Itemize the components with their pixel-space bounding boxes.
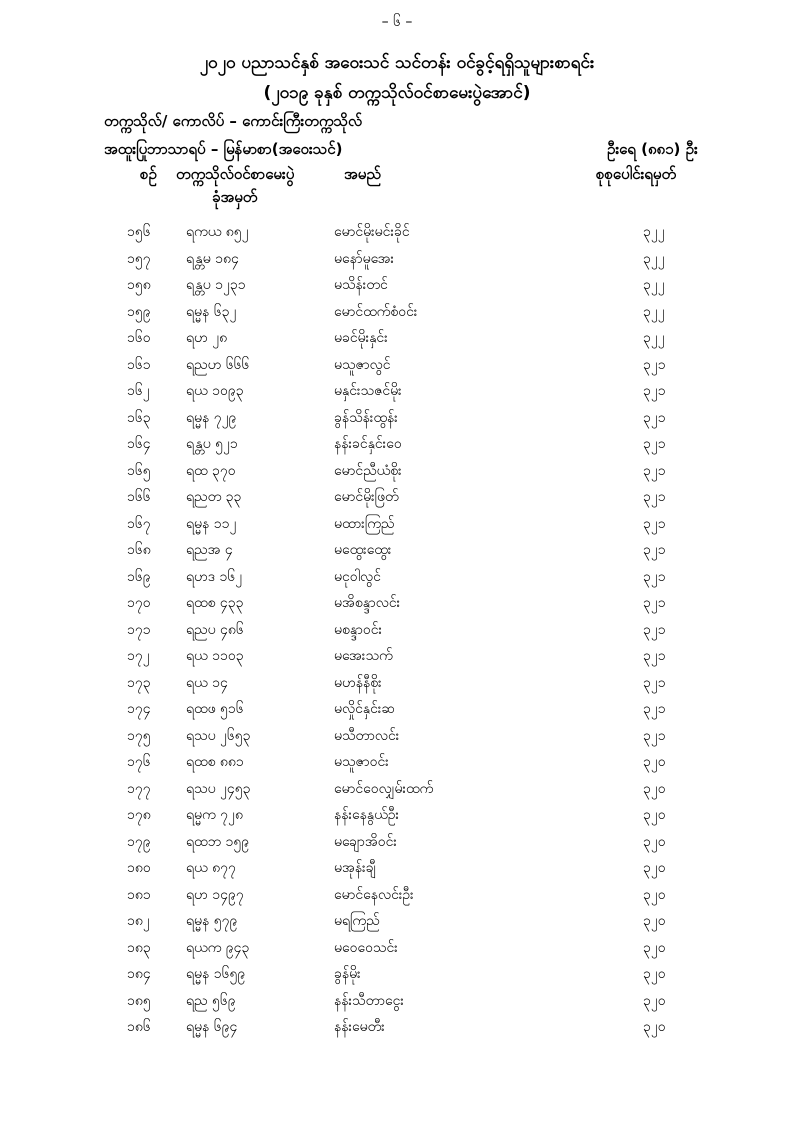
row-number: ၁၆၇ <box>127 515 151 532</box>
total-mark: ၃၂၂ <box>643 277 665 293</box>
table-row <box>0 514 794 538</box>
student-name: မရကြည် <box>334 913 380 929</box>
roll-number: ရထ ၃၇၀ <box>186 462 236 479</box>
row-number: ၁၈၄ <box>127 966 151 982</box>
total-mark: ၃၂၀ <box>643 1019 666 1035</box>
table-row <box>0 858 794 882</box>
table-row <box>0 726 794 750</box>
roll-number: ရထဖ ၅၁၆ <box>186 701 244 717</box>
document-title: ၂၀၂၀ ပညာသင်နှစ် အဝေးသင် သင်တန်း ဝင်ခွင့်ရရှိသူများစာရင်း <box>199 53 595 73</box>
table-row <box>0 673 794 697</box>
major-label: အထူးပြုဘာသာရပ် – မြန်မာစာ(အဝေးသင်) <box>104 140 343 158</box>
student-name: မသူဇာလွင် <box>334 356 391 373</box>
student-name: မသိန်းတင် <box>334 277 388 293</box>
roll-number: ရန္တမ ၁၈၄ <box>186 250 239 267</box>
student-name: မအိစန္ဒာလင်း <box>334 595 401 611</box>
student-name: နန်းခင်နှင်းဝေ <box>334 436 402 452</box>
total-mark: ၃၂၁ <box>643 701 666 717</box>
table-row <box>0 779 794 803</box>
total-mark: ၃၂၀ <box>643 754 666 770</box>
student-name: မအေးသက် <box>334 648 393 664</box>
roll-number: ရသပ ၂၄၅၃ <box>186 780 251 797</box>
roll-number: ရထစ ၄၃၃ <box>186 595 244 611</box>
roll-number: ရယ ၈၇၇ <box>186 860 236 876</box>
column-header-roll-line2: ခုံအမှတ် <box>212 188 258 206</box>
total-mark: ၃၂၂ <box>643 330 665 346</box>
student-name: မသူဇာဝင်း <box>334 754 389 770</box>
student-name: မဟန်နီစိုး <box>334 674 382 691</box>
student-name: မချောအိဝင်း <box>334 833 397 850</box>
student-name: ခွန်သိန်းထွန်း <box>334 409 398 426</box>
roll-number: ရဟ ၁၄၉၇ <box>186 886 244 903</box>
total-mark: ၃၂၁ <box>643 542 666 558</box>
roll-number: ရဟဒ ၁၆၂ <box>186 568 243 585</box>
total-mark: ၃၂၂ <box>643 303 665 320</box>
roll-number: ရဟ ၂၈ <box>186 330 228 346</box>
table-row <box>0 699 794 723</box>
table-row <box>0 805 794 829</box>
roll-number: ရယက ၉၄၃ <box>186 939 250 956</box>
total-count: ဦးရေ (၈၈၁) ဦး <box>607 140 698 158</box>
row-number: ၁၆၆ <box>127 489 151 505</box>
table-row <box>0 646 794 670</box>
roll-number: ရန္တပ ၁၂၃၁ <box>186 277 246 293</box>
student-name: မောင်ထက်စံဝင်း <box>334 303 418 320</box>
roll-number: ရထစ ၈၈၁ <box>186 754 244 770</box>
table-row <box>0 408 794 432</box>
row-number: ၁၇၂ <box>127 648 150 664</box>
student-name: မခင်မိုးနှင်း <box>334 330 388 346</box>
row-number: ၁၇၁ <box>127 621 151 638</box>
table-row <box>0 567 794 591</box>
table-row <box>0 620 794 644</box>
total-mark: ၃၂၁ <box>643 356 666 373</box>
roll-number: ရမ္မန ၆၃၂ <box>186 303 237 320</box>
row-number: ၁၈၀ <box>127 860 151 876</box>
roll-number: ရညပ ၄၈၆ <box>186 621 244 638</box>
total-mark: ၃၂၂ <box>643 250 665 267</box>
row-number: ၁၇၆ <box>127 754 151 770</box>
student-name: မထားကြည် <box>334 515 395 532</box>
table-row <box>0 752 794 776</box>
student-name: ခွန်မိုး <box>334 966 361 982</box>
page-number: – ၆ – <box>381 14 413 30</box>
row-number: ၁၆၄ <box>127 436 151 452</box>
roll-number: ရည ၅၆၉ <box>186 992 236 1009</box>
table-row <box>0 964 794 988</box>
total-mark: ၃၂၂ <box>643 224 665 240</box>
student-name: မောင်မိုးဖြတ် <box>334 489 399 505</box>
row-number: ၁၈၂ <box>127 913 150 929</box>
total-mark: ၃၂၁ <box>643 727 666 744</box>
total-mark: ၃၂၀ <box>643 939 666 956</box>
row-number: ၁၈၅ <box>127 992 151 1009</box>
table-row <box>0 328 794 352</box>
row-number: ၁၅၉ <box>127 303 151 320</box>
student-name: နန်းမေတီး <box>334 1019 385 1035</box>
total-mark: ၃၂၁ <box>643 568 666 585</box>
total-mark: ၃၂၁ <box>643 621 666 638</box>
table-row <box>0 487 794 511</box>
roll-number: ရမ္မန ၁၆၅၉ <box>186 966 246 982</box>
student-name: မငုဝါလွင် <box>334 568 381 585</box>
row-number: ၁၇၄ <box>127 701 151 717</box>
column-header-name: အမည် <box>344 165 381 183</box>
student-name: မောင်ညီယံစိုး <box>334 462 402 479</box>
row-number: ၁၅၈ <box>127 277 151 293</box>
roll-number: ရမ္မန ၅၇၉ <box>186 913 238 929</box>
roll-number: ရထဘ ၁၅၉ <box>186 833 250 850</box>
student-name: မောင်နေလင်းဦး <box>334 886 414 903</box>
total-mark: ၃၂၁ <box>643 436 666 452</box>
row-number: ၁၅၆ <box>127 224 151 240</box>
roll-number: ရမ္မန ၆၉၄ <box>186 1019 238 1035</box>
table-row <box>0 1017 794 1041</box>
student-name: မလှိုင်နှင်းဆ <box>334 701 395 717</box>
total-mark: ၃၂၀ <box>643 992 666 1009</box>
row-number: ၁၆၉ <box>127 568 151 585</box>
roll-number: ရမ္မန ၇၂၉ <box>186 409 237 426</box>
total-mark: ၃၂၀ <box>643 886 666 903</box>
row-number: ၁၆၂ <box>127 383 150 399</box>
roll-number: ရကယ ၈၅၂ <box>186 224 249 240</box>
row-number: ၁၇၀ <box>127 595 151 611</box>
table-row <box>0 249 794 273</box>
row-number: ၁၇၉ <box>127 833 151 850</box>
roll-number: ရယ ၁၄ <box>186 674 228 691</box>
student-name: မဝေဝေသင်း <box>334 939 398 956</box>
document-subtitle: (၂၀၁၉ ခုနှစ် တက္ကသိုလ်ဝင်စာမေးပွဲအောင်) <box>263 83 531 103</box>
total-mark: ၃၂၀ <box>643 966 666 982</box>
row-number: ၁၈၁ <box>127 886 151 903</box>
row-number: ၁၆၁ <box>127 356 151 373</box>
student-name: မသီတာလင်း <box>334 727 400 744</box>
total-mark: ၃၂၁ <box>643 383 666 399</box>
student-name: မနှင်းသဇင်မိုး <box>334 383 402 399</box>
student-name: မစန္ဒာဝင်း <box>334 621 383 638</box>
table-row <box>0 885 794 909</box>
row-number: ၁၆၀ <box>127 330 151 346</box>
row-number: ၁၅၇ <box>127 250 151 267</box>
student-name: မောင်ဝေလျှမ်းထက် <box>334 780 434 797</box>
student-name: မနော်မူအေး <box>334 250 395 267</box>
row-number: ၁၆၅ <box>127 462 151 479</box>
student-name: မအုန်းချီ <box>334 860 376 876</box>
total-mark: ၃၂၀ <box>643 833 666 850</box>
column-header-mark: စုစုပေါင်းရမှတ် <box>596 165 677 183</box>
table-row <box>0 275 794 299</box>
table-row <box>0 355 794 379</box>
roll-number: ရယ ၁၁၀၃ <box>186 648 244 664</box>
row-number: ၁၇၇ <box>127 780 151 797</box>
student-name: မောင်မိုးမင်းခိုင် <box>334 224 410 240</box>
university-label: တက္ကသိုလ်/ ကောလိပ် – ကောင်းကြီးတက္ကသိုလ် <box>104 112 363 130</box>
table-row <box>0 222 794 246</box>
total-mark: ၃၂၀ <box>643 860 666 876</box>
roll-number: ရညဟ ၆၆၆ <box>186 356 250 373</box>
student-name: နန်းသီတာငွေး <box>334 992 404 1009</box>
table-row <box>0 434 794 458</box>
student-name: မထွေးထွေး <box>334 542 392 558</box>
table-row <box>0 461 794 485</box>
table-row <box>0 302 794 326</box>
table-row <box>0 991 794 1015</box>
row-number: ၁၇၅ <box>127 727 151 744</box>
roll-number: ရသပ ၂၆၅၃ <box>186 727 251 744</box>
table-row <box>0 381 794 405</box>
student-name: နန်းနေနွယ်ဦး <box>334 807 400 823</box>
column-header-no: စဉ် <box>140 165 157 183</box>
total-mark: ၃၂၁ <box>643 409 666 426</box>
roll-number: ရမ္မန ၁၁၂ <box>186 515 237 532</box>
row-number: ၁၇၃ <box>127 674 151 691</box>
total-mark: ၃၂၁ <box>643 648 666 664</box>
total-mark: ၃၂၁ <box>643 674 666 691</box>
total-mark: ၃၂၁ <box>643 595 666 611</box>
roll-number: ရယ ၁၀၉၃ <box>186 383 244 399</box>
table-row <box>0 911 794 935</box>
column-header-roll: တက္ကသိုလ်ဝင်စာမေးပွဲ <box>176 165 295 183</box>
roll-number: ရမ္မက ၇၂၈ <box>186 807 243 823</box>
table-row <box>0 540 794 564</box>
total-mark: ၃၂၀ <box>643 807 666 823</box>
total-mark: ၃၂၁ <box>643 515 666 532</box>
total-mark: ၃၂၁ <box>643 462 666 479</box>
row-number: ၁၆၈ <box>127 542 151 558</box>
total-mark: ၃၂၁ <box>643 489 666 505</box>
roll-number: ရန္တပ ၅၂၁ <box>186 436 238 452</box>
table-row <box>0 832 794 856</box>
table-row <box>0 938 794 962</box>
row-number: ၁၈၆ <box>127 1019 151 1035</box>
total-mark: ၃၂၀ <box>643 780 666 797</box>
total-mark: ၃၂၀ <box>643 913 666 929</box>
row-number: ၁၆၃ <box>127 409 151 426</box>
table-row <box>0 593 794 617</box>
row-number: ၁၈၃ <box>127 939 151 956</box>
roll-number: ရညတ ၃၃ <box>186 489 242 505</box>
row-number: ၁၇၈ <box>127 807 151 823</box>
roll-number: ရညအ ၄ <box>186 542 233 558</box>
